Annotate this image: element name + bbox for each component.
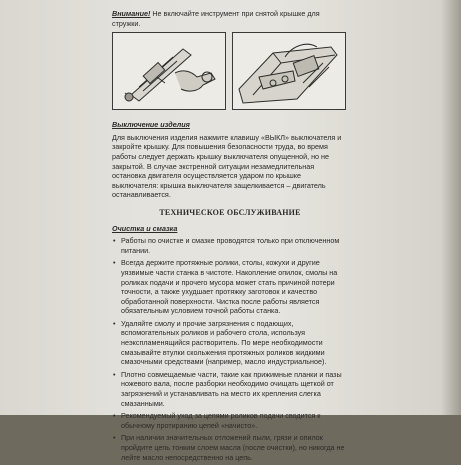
warning-label: Внимание! xyxy=(112,9,151,18)
page-edge-shadow xyxy=(441,0,461,415)
list-item: • Удаляйте смолу и прочие загрязнения с подающих, вспомогательных роликов и рабочего стола, используя неэкспламенящийся растворитель. По мере необходимости смазывайте втулки скольжения протяжных роликов жидкими смазочными средствами (например, масло индустриальное). xyxy=(121,319,348,367)
maintenance-list xyxy=(112,236,348,462)
list-item: • Всегда держите протяжные ролики, столы, кожухи и другие уязвимые части станка в чистоте. Накопление опилок, смолы на роликах подачи и прочего мусора может стать причиной потери точности, а также ухудшает протяжку заготовок и качество обработанной поверхности. Чистка после работы является обязательным условием точной работы станка. xyxy=(121,258,348,316)
warning-note xyxy=(112,9,348,28)
list-item: • Плотно совмещаемые части, такие как прижимные планки и пазы ножевого вала, после разборки необходимо очищать щеткой от загрязнений и устанавливать на место их крепления слегка смазанными. xyxy=(121,370,348,408)
machine-cover-illustration xyxy=(232,32,346,110)
figures-row xyxy=(112,32,348,110)
list-item: • Работы по очистке и смазке проводятся только при отключенном питании. xyxy=(121,236,348,255)
page-content xyxy=(112,9,348,465)
list-item: • При наличии значительных отложений пыли, грязи и опилок пройдите цепь тонким слоем масла (после очистки), но никогда не лейте масло непосредственно на цепь. xyxy=(121,433,348,462)
list-item: • Рекомендуемый уход за цепями роликов подачи сводится к обычному протиранию цепей «начисто». xyxy=(121,411,348,430)
warning-text: Не включайте инструмент при снятой крышке для стружки. xyxy=(112,9,320,28)
maintenance-title: ТЕХНИЧЕСКОЕ ОБСЛУЖИВАНИЕ xyxy=(159,207,301,217)
shutdown-paragraph: Для выключения изделия нажмите клавишу «ВЫКЛ» выключателя и закройте крышку. Для повышения безопасности труда, во время работы следует держать крышку выключателя опущенной, но не закрытой. В случае экстренной ситуации незамедлительная остановка двигателя осуществляется ударом по крышке выключателя: крышка выключателя защелкивается – двигатель останавливается. xyxy=(112,132,342,200)
tool-wrench-illustration xyxy=(112,32,226,110)
shutdown-heading: Выключение изделия xyxy=(112,120,190,130)
cleaning-heading: Очистка и смазка xyxy=(112,223,178,233)
